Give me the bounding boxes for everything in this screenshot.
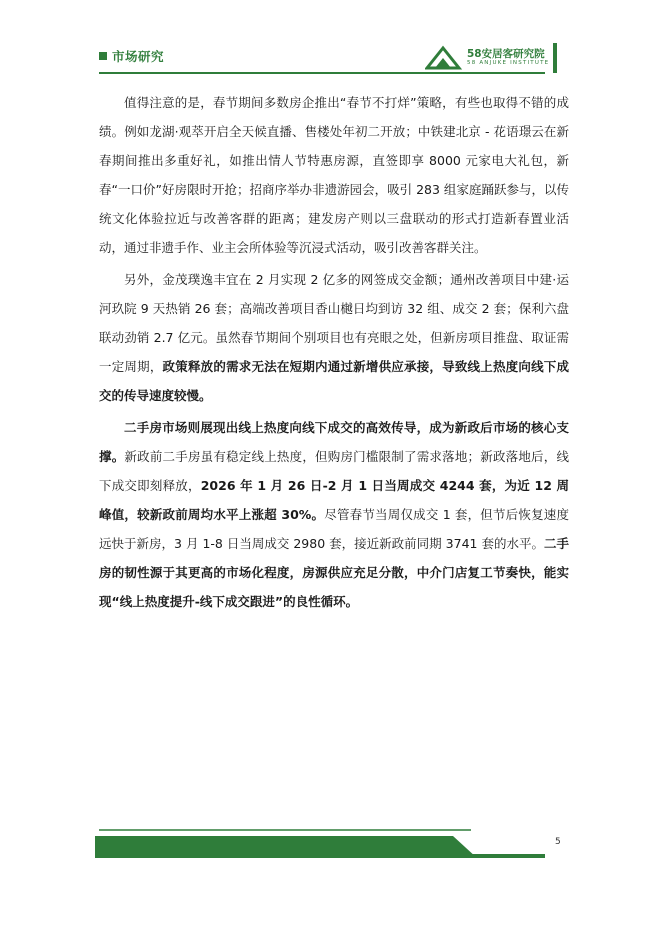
page-number: 5 [555,837,561,847]
paragraph [99,413,569,616]
paragraph [99,88,569,262]
logo-subtitle: 58 ANJUKE INSTITUTE [467,60,550,66]
footer-decoration [95,826,545,862]
header-divider [99,72,545,74]
section-title: 市场研究 [112,49,165,64]
article-body [99,88,569,616]
section-marker-square [99,52,107,60]
logo [425,44,549,70]
text-segment: 另外，金茂璞逸丰宜在 2 月实现 2 亿多的网签成交金额；通州改善项目中建·运河玖院 9 天热销 26 套；高端改善项目香山樾日均到访 32 组、成交 2 套；保利六盘联动劲销 2.7 亿元。虽然春节期间个别项目也有亮眼之处，但新房项目推盘、取证需一定周期， [99,272,569,374]
bold-text-segment: 政策释放的需求无法在短期内通过新增供应承接，导致线上热度向线下成交的传导速度较慢。 [99,359,569,403]
logo-house-icon [425,44,465,70]
text-segment: 新政前二手房虽有稳定线上热度，但购房门槛限制了需求落地；新政落地后，线下成交即刻释放， [99,449,569,493]
logo-name: 58安居客研究院 [467,48,545,60]
bold-text-segment: 2026 年 1 月 26 日-2 月 1 日当周成交 4244 套，为近 12 周峰值，较新政前周均水平上涨超 30%。 [99,478,569,522]
text-segment: 值得注意的是，春节期间多数房企推出“春节不打烊”策略，有些也取得不错的成绩。例如龙湖·观萃开启全天候直播、售楼处年初二开放；中铁建北京 - 花语璟云在新春期间推出多重好礼，如推出情人节特惠房源，直签即享 8000 元家电大礼包，新春“一口价”好房限时开抢；招商序举办非遗游园会，吸引 283 组家庭踊跃参与，以传统文化体验拉近与改善客群的距离；建发房产则以三盘联动的形式打造新春置业活动，通过非遗手作、业主会所体验等沉浸式活动，吸引改善客群关注。 [99,95,569,255]
text-segment: 尽管春节当周仅成交 1 套，但节后恢复速度远快于新房，3 月 1-8 日当周成交 2980 套，接近新政前同期 3741 套的水平。 [99,507,569,551]
header-accent-bar [553,43,557,73]
paragraph [99,265,569,410]
bold-text-segment: 二手房的韧性源于其更高的市场化程度，房源供应充足分散，中介门店复工节奏快，能实现“线上热度提升-线下成交跟进”的良性循环。 [99,536,569,609]
bold-text-segment: 二手房市场则展现出线上热度向线下成交的高效传导，成为新政后市场的核心支撑。 [99,420,569,464]
